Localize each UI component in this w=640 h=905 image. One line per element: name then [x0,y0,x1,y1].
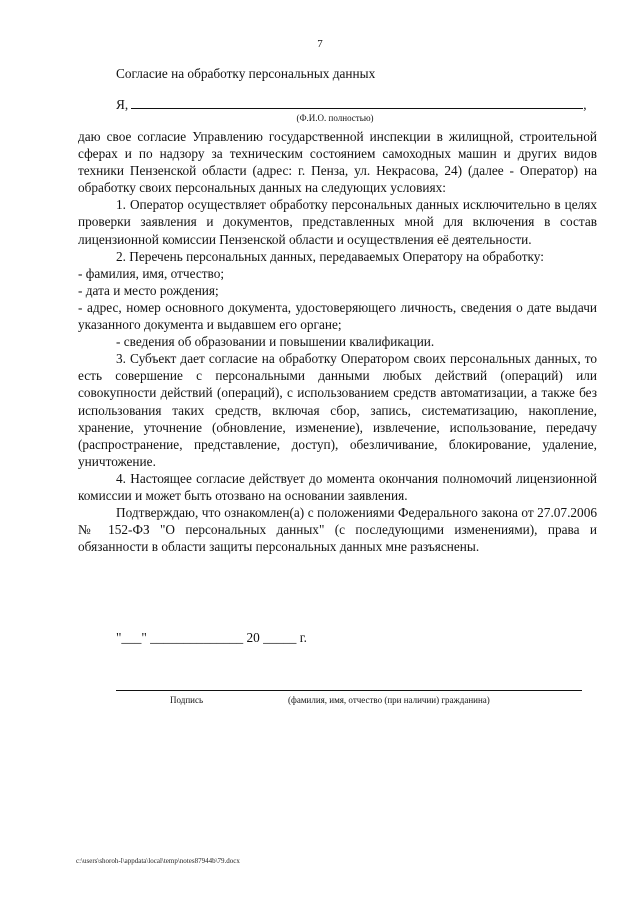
fio-caption: (Ф.И.О. полностью) [296,113,374,123]
document-title: Согласие на обработку персональных данных [116,66,376,81]
paragraph-2: 2. Перечень персональных данных, передаваемых Оператору на обработку: [116,248,544,264]
signature-caption: Подпись [170,695,204,705]
list-item: - сведения об образовании и повышении квалификации. [116,334,435,350]
paragraph-4: 4. Настоящее согласие действует до момента окончания полномочий лицензионной комиссии и может быть отозвано на основании заявления. [78,470,597,503]
consent-body [78,128,597,555]
paragraph-confirmation: Подтверждаю, что ознакомлен(а) с положениями Федерального закона от 27.07.2006 № 152-ФЗ "О персональных данных" (с последующими изменениями), права и обязанности в области защиты персональных данных мне разъяснены. [78,505,597,555]
fio-line [116,97,587,113]
list-item: - дата и место рождения; [78,282,219,298]
paragraph-1: 1. Оператор осуществляет обработку персональных данных исключительно в целях проверки заявления и документов, представленных мной для включения в состав лицензионной комиссии Пензенской области и осуществления её деятельности. [78,197,597,247]
signature-line [116,690,582,691]
fio-blank [131,97,583,109]
footer-file-path: c:\users\shoroh-l\appdata\local\temp\notes87944b\79.docx [76,857,240,865]
name-caption: (фамилия, имя, отчество (при наличии) гражданина) [288,695,490,705]
paragraph-intro: даю свое согласие Управлению государственной инспекции в жилищной, строительной сферах и по надзору за техническим состоянием самоходных машин и других видов техники Пензенской области (адрес: г. Пенза, ул. Некрасова, 24) (далее - Оператор) на обработку своих персональных данных на следующих условиях: [78,129,597,196]
date-line: "___" ______________ 20 _____ г. [116,630,307,645]
paragraph-3: 3. Субъект дает согласие на обработку Оператором своих персональных данных, то есть совершение с персональными данными любых действий (операций) или совокупности действий (операций), с использованием средств автоматизации, а также без использования таких средств, включая сбор, запись, систематизацию, накопление, хранение, уточнение (обновление, изменение), извлечение, использование, передачу (распространение, представление, доступ), обезличивание, блокирование, удаление, уничтожение. [78,351,597,469]
list-item: - фамилия, имя, отчество; [78,265,225,281]
page-number: 7 [317,38,323,50]
fio-prefix: Я, [116,97,129,112]
fio-suffix: , [583,97,587,112]
list-item: - адрес, номер основного документа, удостоверяющего личность, сведения о дате выдачи указанного документа и выдавшем его органе; [78,299,597,333]
